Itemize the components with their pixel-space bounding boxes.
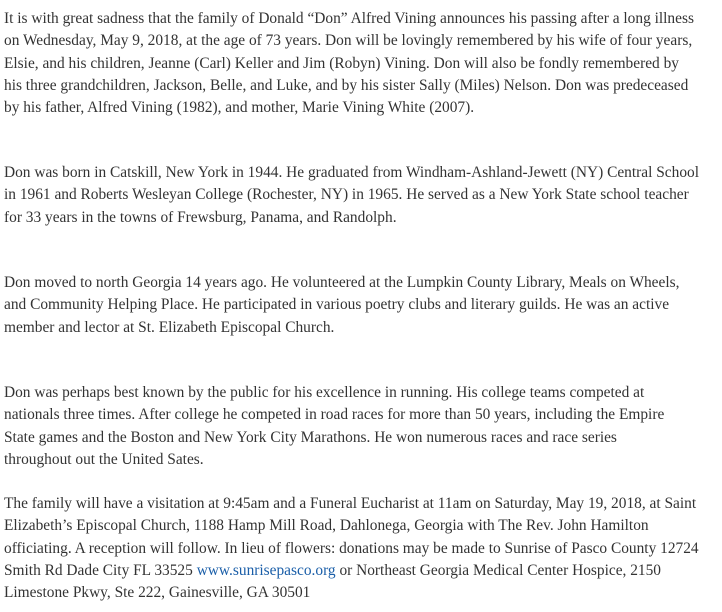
obituary-paragraph-services xyxy=(4,493,699,604)
sunrise-pasco-link[interactable]: www.sunrisepasco.org xyxy=(196,561,336,579)
obituary-paragraph-running: Don was perhaps best known by the public for his excellence in running. His college teams competed at nationals three times. After college he competed in road races for more than 50 years, including the Empire State games and the Boston and New York City Marathons. He won numerous races and race series throughout out the United Sates. xyxy=(4,384,665,468)
obituary-paragraph-biography: Don was born in Catskill, New York in 1944. He graduated from Windham-Ashland-Jewett (NY) Central School in 1961 and Roberts Wesleyan College (Rochester, NY) in 1965. He served as a New York State school teacher for 33 years in the towns of Frewsburg, Panama, and Randolph. xyxy=(4,164,699,226)
obituary-paragraph-announcement: It is with great sadness that the family of Donald “Don” Alfred Vining announces his passing after a long illness on Wednesday, May 9, 2018, at the age of 73 years. Don will be lovingly remembered by his wife of four years, Elsie, and his children, Jeanne (Carl) Keller and Jim (Robyn) Vining. Don will also be fondly remembered by his three grandchildren, Jackson, Belle, and Luke, and by his sister Sally (Miles) Nelson. Don was predeceased by his father, Alfred Vining (1982), and mother, Marie Vining White (2007). xyxy=(4,10,694,117)
services-text-after-link: or Northeast Georgia Medical Center Hospice, 2150 Limestone Pkwy, Ste 222, Gainesville, GA 30501 xyxy=(4,561,661,602)
obituary-paragraph-georgia: Don moved to north Georgia 14 years ago. He volunteered at the Lumpkin County Library, Meals on Wheels, and Community Helping Place. He participated in various poetry clubs and literary guilds. He was an active member and lector at St. Elizabeth Episcopal Church. xyxy=(4,274,680,336)
services-text-before-link: The family will have a visitation at 9:45am and a Funeral Eucharist at 11am on Saturday, May 19, 2018, at Saint Elizabeth’s Episcopal Church, 1188 Hamp Mill Road, Dahlonega, Georgia with The Rev. John Hamilton officiating. A reception will follow. In lieu of flowers: donations may be made to Sunrise of Pasco County 12724 Smith Rd Dade City FL 33525 xyxy=(4,495,699,579)
